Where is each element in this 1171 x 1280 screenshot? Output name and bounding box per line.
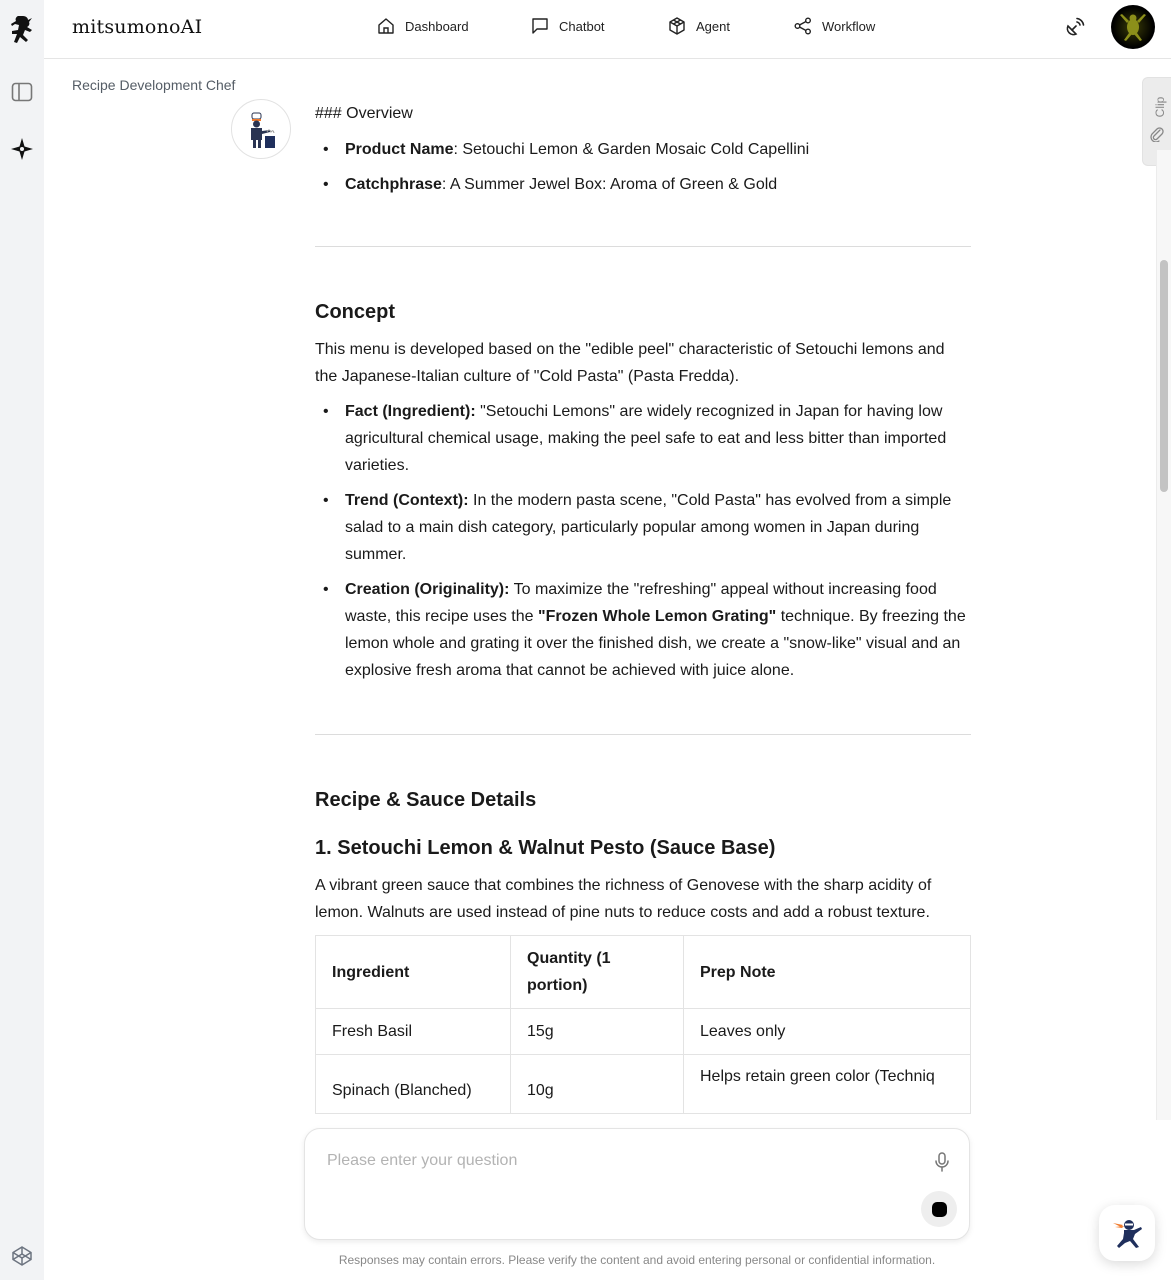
ingredients-table [315,935,971,1114]
sauce-intro: A vibrant green sauce that combines the richness of Genovese with the sharp acidity of lemon. Walnuts are used instead of pine nuts to reduce costs and add a robust texture. [315,877,932,921]
paperclip-icon [1149,126,1165,142]
user-avatar[interactable] [1111,5,1155,49]
overview-heading: ### Overview [315,105,413,122]
concept-value: technique. By freezing the lemon whole and grating it over the finished dish, we create a "snow-like" visual and an explosive fresh aroma that cannot be achieved with juice alone. [345,608,966,679]
technique-name: "Frozen Whole Lemon Grating" [537,608,777,625]
ninja-mascot-icon [1107,1213,1147,1253]
table-cell: 10g [511,1055,684,1114]
stop-generation-button[interactable] [921,1191,957,1227]
concept-value: In the modern pasta scene, "Cold Pasta" has evolved from a simple salad to a main dish category, particularly popular among women in Japan during summer. [345,492,952,563]
clip-label: Clip [1153,96,1167,118]
list-item [345,487,971,568]
concept-key: Fact (Ingredient): [345,403,476,420]
satellite-dish-icon[interactable] [1062,14,1088,40]
ninja-logo-icon[interactable] [6,14,38,46]
ninja-assistant-button[interactable] [1099,1205,1155,1261]
disclaimer-text: Responses may contain errors. Please verify the content and avoid entering personal or confidential information. [338,1253,936,1267]
concept-heading: Concept [315,301,395,323]
table-cell: Leaves only [684,1009,971,1055]
concept-value: To maximize the "refreshing" appeal without increasing food waste, this recipe uses the [345,581,937,625]
overview-key: Product Name [345,141,454,158]
concept-intro: This menu is developed based on the "edible peel" characteristic of Setouchi lemons and the Japanese-Italian culture of "Cold Pasta" (Pasta Fredda). [315,341,945,385]
microphone-icon[interactable] [931,1151,953,1173]
home-icon [376,16,396,36]
top-bar [44,0,1171,59]
chat-composer [304,1128,970,1240]
column-header: Ingredient [316,936,511,1009]
nav-chatbot[interactable] [530,16,605,36]
column-header: Quantity (1 portion) [511,936,684,1009]
list-item [345,171,971,198]
sparkle-icon[interactable] [6,133,38,165]
breadcrumb: Recipe Development Chef [72,77,236,93]
cube-icon [667,16,687,36]
table-row [316,1055,971,1114]
overview-value: : Setouchi Lemon & Garden Mosaic Cold Capellini [453,141,810,158]
chat-bubble-icon [530,16,550,36]
concept-key: Creation (Originality): [345,581,510,598]
scrollbar-thumb[interactable] [1160,260,1168,492]
nav-workflow[interactable] [793,16,875,36]
overview-list [315,136,971,198]
concept-list [315,398,971,684]
nav-agent[interactable] [667,16,730,36]
codepen-cube-icon[interactable] [6,1240,38,1272]
question-input[interactable] [327,1149,907,1173]
divider [315,734,971,735]
nav-chatbot-label: Chatbot [559,18,605,34]
stop-icon [932,1202,947,1217]
table-header-row [316,936,971,1009]
chat-scroll-area[interactable] [44,60,1142,1118]
recipe-heading: Recipe & Sauce Details [315,789,537,811]
list-item [345,576,971,684]
nav-dashboard[interactable] [376,16,469,36]
divider [315,246,971,247]
sauce-heading: 1. Setouchi Lemon & Walnut Pesto (Sauce Base) [315,837,776,859]
table-cell: 15g [511,1009,684,1055]
brand-name[interactable]: mitsumonoAI [72,16,203,38]
table-cell: Spinach (Blanched) [316,1055,511,1114]
left-rail [0,0,44,1280]
nav-agent-label: Agent [696,18,730,34]
share-nodes-icon [793,16,813,36]
overview-key: Catchphrase [345,176,442,193]
table-cell: Fresh Basil [316,1009,511,1055]
concept-value: "Setouchi Lemons" are widely recognized in Japan for having low agricultural chemical usage, making the peel safe to eat and less bitter than imported varieties. [345,403,947,474]
column-header: Prep Note [684,936,971,1009]
list-item [345,398,971,479]
concept-key: Trend (Context): [345,492,469,509]
overview-value: : A Summer Jewel Box: Aroma of Green & Gold [441,176,778,193]
table-cell: Helps retain green color (Techniq [684,1055,971,1114]
vertical-scrollbar[interactable] [1156,150,1171,1120]
nav-dashboard-label: Dashboard [405,18,469,34]
nav-workflow-label: Workflow [822,18,876,34]
sidebar-toggle-icon[interactable] [6,76,38,108]
list-item [345,136,971,163]
bot-message [315,60,971,1114]
table-row [316,1009,971,1055]
